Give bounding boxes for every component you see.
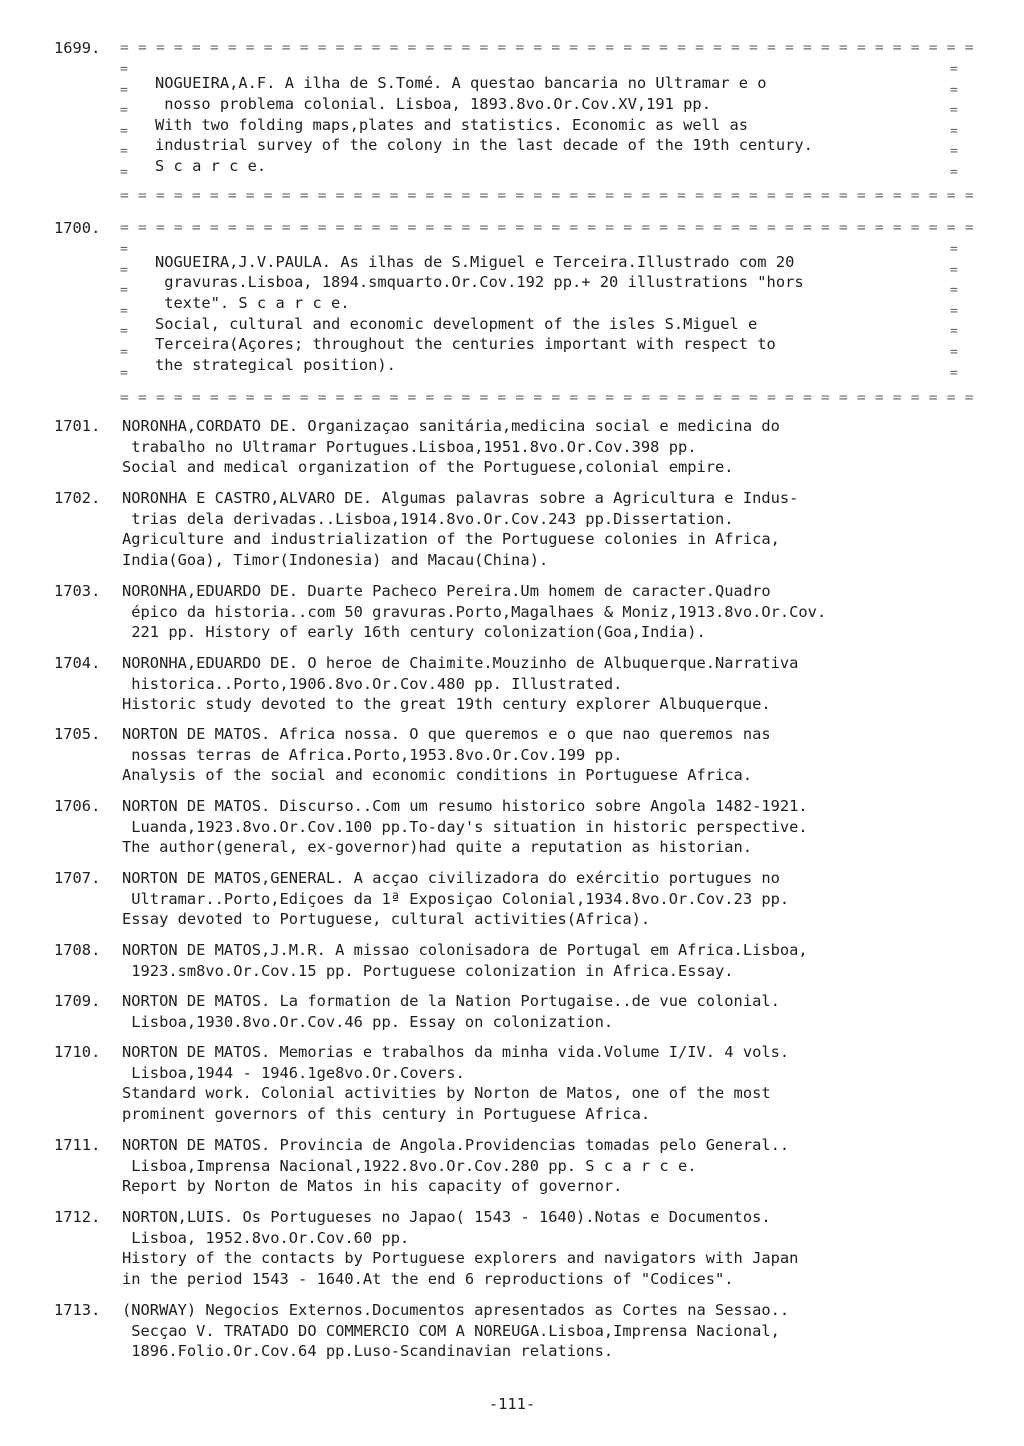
- entry-1711: [0, 1135, 1024, 1197]
- entry-1709: [0, 991, 1024, 1032]
- entry-1706: [0, 796, 1024, 858]
- entry-line: trabalho no Ultramar Portugues.Lisboa,1951.8vo.Or.Cov.398 pp.: [122, 437, 697, 456]
- box-right-border: = = = = = =: [950, 62, 958, 180]
- entry-number: 1708.: [54, 941, 101, 959]
- entry-1705: [0, 724, 1024, 786]
- entry-line: Essay devoted to Portuguese, cultural activities(Africa).: [122, 910, 651, 929]
- page-number: -111-: [488, 1395, 536, 1413]
- entry-number: 1709.: [54, 992, 101, 1010]
- entry-1710: [0, 1042, 1024, 1124]
- entry-line: Social and medical organization of the Portuguese,colonial empire.: [122, 458, 734, 477]
- entry-line: The author(general, ex-governor)had quite a reputation as historian.: [122, 838, 753, 857]
- entry-line: With two folding maps,plates and statistics. Economic as well as: [155, 116, 749, 134]
- entry-number: 1711.: [54, 1136, 101, 1154]
- entry-line: Lisboa,1944 - 1946.1ge8vo.Or.Covers.: [122, 1063, 465, 1082]
- entry-number: 1704.: [54, 654, 101, 672]
- entry-line: Lisboa,1930.8vo.Or.Cov.46 pp. Essay on colonization.: [122, 1012, 614, 1031]
- entry-line: NORTON DE MATOS,GENERAL. A acçao civilizadora do exércitio portugues no: [122, 869, 780, 887]
- entry-line: India(Goa), Timor(Indonesia) and Macau(China).: [122, 550, 549, 569]
- entry-line: gravuras.Lisboa, 1894.smquarto.Or.Cov.192 pp.+ 20 illustrations "hors: [155, 273, 804, 291]
- entry-line: History of the contacts by Portuguese explorers and navigators with Japan: [122, 1249, 799, 1268]
- entry-line: NORTON DE MATOS. Africa nossa. O que queremos e o que nao queremos nas: [122, 725, 771, 743]
- entry-line: trias dela derivadas..Lisboa,1914.8vo.Or.Cov.243 pp.Dissertation.: [122, 509, 734, 528]
- entry-line: NORONHA,EDUARDO DE. Duarte Pacheco Pereira.Um homem de caracter.Quadro: [122, 582, 771, 600]
- entry-number: 1700.: [54, 219, 101, 237]
- entry-line: the strategical position).: [155, 356, 396, 374]
- entry-1708: [0, 940, 1024, 981]
- entry-line: NORTON DE MATOS. Provincia de Angola.Providencias tomadas pelo General..: [122, 1136, 790, 1154]
- entry-line: NORTON DE MATOS,J.M.R. A missao colonisadora de Portugal em Africa.Lisboa,: [122, 941, 808, 959]
- entry-line: in the period 1543 - 1640.At the end 6 reproductions of "Codices".: [122, 1269, 734, 1288]
- entry-line: S c a r c e.: [155, 157, 267, 175]
- entry-number: 1703.: [54, 582, 101, 600]
- box-top-border: = = = = = = = = = = = = = = = = = = = = = = = = = = = = = = = = = = = = = = = = = = = = = = = =: [120, 219, 974, 236]
- entry-number: 1707.: [54, 869, 101, 887]
- entry-line: Social, cultural and economic development of the isles S.Miguel e: [155, 315, 758, 333]
- entry-1702: [0, 488, 1024, 570]
- box-bottom-border: = = = = = = = = = = = = = = = = = = = = = = = = = = = = = = = = = = = = = = = = = = = = = = = =: [120, 389, 974, 406]
- entry-line: Analysis of the social and economic conditions in Portuguese Africa.: [122, 766, 753, 785]
- entry-line: Secçao V. TRATADO DO COMMERCIO COM A NOREUGA.Lisboa,Imprensa Nacional,: [122, 1321, 780, 1340]
- entry-line: Lisboa, 1952.8vo.Or.Cov.60 pp.: [122, 1228, 410, 1247]
- entry-line: industrial survey of the colony in the last decade of the 19th century.: [155, 136, 813, 154]
- entry-line: nosso problema colonial. Lisboa, 1893.8vo.Or.Cov.XV,191 pp.: [155, 95, 711, 113]
- entry-line: NORONHA E CASTRO,ALVARO DE. Algumas palavras sobre a Agricultura e Indus-: [122, 489, 799, 507]
- entry-number: 1702.: [54, 489, 101, 507]
- entry-line: Terceira(Açores; throughout the centuries important with respect to: [155, 335, 776, 353]
- entry-line: NORTON DE MATOS. Memorias e trabalhos da minha vida.Volume I/IV. 4 vols.: [122, 1043, 790, 1061]
- entry-number: 1713.: [54, 1301, 101, 1319]
- entry-number: 1706.: [54, 797, 101, 815]
- entry-line: texte". S c a r c e.: [155, 294, 350, 312]
- entry-line: Lisboa,Imprensa Nacional,1922.8vo.Or.Cov.280 pp. S c a r c e.: [122, 1156, 697, 1175]
- entry-line: NORTON DE MATOS. Discurso..Com um resumo historico sobre Angola 1482-1921.: [122, 797, 808, 815]
- entry-number: 1705.: [54, 725, 101, 743]
- entry-line: Standard work. Colonial activities by Norton de Matos, one of the most: [122, 1084, 771, 1103]
- entry-number: 1701.: [54, 417, 101, 435]
- box-left-border: = = = = = = =: [120, 242, 128, 381]
- entry-1712: [0, 1207, 1024, 1289]
- entry-number: 1710.: [54, 1043, 101, 1061]
- entry-line: Ultramar..Porto,Ediçoes da 1ª Exposiçao Colonial,1934.8vo.Or.Cov.23 pp.: [122, 889, 790, 908]
- entry-line: Luanda,1923.8vo.Or.Cov.100 pp.To-day's situation in historic perspective.: [122, 817, 808, 836]
- entry-line: NORONHA,EDUARDO DE. O heroe de Chaimite.Mouzinho de Albuquerque.Narrativa: [122, 654, 799, 672]
- entry-1707: [0, 868, 1024, 930]
- entry-1701: [0, 416, 1024, 478]
- entry-number: 1712.: [54, 1208, 101, 1226]
- entry-line: NORTON,LUIS. Os Portugueses no Japao( 1543 - 1640).Notas e Documentos.: [122, 1208, 771, 1226]
- entry-line: prominent governors of this century in Portuguese Africa.: [122, 1104, 651, 1123]
- entry-line: 1923.sm8vo.Or.Cov.15 pp. Portuguese colonization in Africa.Essay.: [122, 961, 734, 980]
- entry-line: 221 pp. History of early 16th century colonization(Goa,India).: [122, 623, 706, 642]
- entry-line: Historic study devoted to the great 19th century explorer Albuquerque.: [122, 695, 771, 714]
- entry-line: nossas terras de Africa.Porto,1953.8vo.Or.Cov.199 pp.: [122, 745, 623, 764]
- box-top-border: = = = = = = = = = = = = = = = = = = = = = = = = = = = = = = = = = = = = = = = = = = = = = = = =: [120, 39, 974, 56]
- entry-line: Report by Norton de Matos in his capacity of governor.: [122, 1177, 623, 1196]
- entry-1713: [0, 1300, 1024, 1362]
- entry-line: épico da historia..com 50 gravuras.Porto,Magalhaes & Moniz,1913.8vo.Or.Cov.: [122, 602, 827, 621]
- box-bottom-border: = = = = = = = = = = = = = = = = = = = = = = = = = = = = = = = = = = = = = = = = = = = = = = = =: [120, 187, 974, 204]
- entry-line: NORONHA,CORDATO DE. Organizaçao sanitária,medicina social e medicina do: [122, 417, 780, 435]
- entry-line: (NORWAY) Negocios Externos.Documentos apresentados as Cortes na Sessao..: [122, 1301, 790, 1319]
- box-right-border: = = = = = = =: [950, 242, 958, 381]
- entry-number: 1699.: [54, 39, 101, 57]
- entry-line: Agriculture and industrialization of the Portuguese colonies in Africa,: [122, 530, 780, 549]
- entry-1703: [0, 581, 1024, 643]
- entry-1704: [0, 653, 1024, 715]
- entry-line: historica..Porto,1906.8vo.Or.Cov.480 pp. Illustrated.: [122, 674, 623, 693]
- entry-line: NORTON DE MATOS. La formation de la Nation Portugaise..de vue colonial.: [122, 992, 780, 1010]
- entry-line: NOGUEIRA,A.F. A ilha de S.Tomé. A questao bancaria no Ultramar e o: [155, 74, 767, 92]
- box-left-border: = = = = = =: [120, 62, 128, 180]
- entry-line: NOGUEIRA,J.V.PAULA. As ilhas de S.Miguel e Terceira.Illustrado com 20: [155, 253, 795, 271]
- entry-line: 1896.Folio.Or.Cov.64 pp.Luso-Scandinavian relations.: [122, 1342, 614, 1361]
